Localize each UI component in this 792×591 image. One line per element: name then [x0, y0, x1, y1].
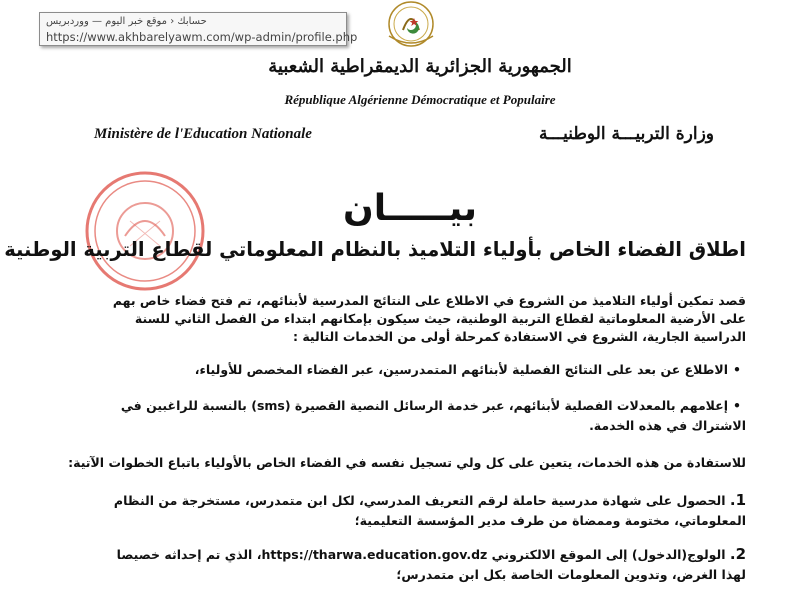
service-bullet-2	[40, 396, 746, 436]
step-1	[40, 490, 746, 531]
ministry-name-arabic: وزارة التربيـــة الوطنيـــة	[539, 124, 714, 144]
step-1-line-2: المعلوماتي، مختومة وممضاة من طرف مدير المؤسسة التعليمية؛	[354, 513, 746, 528]
ministry-stamp-icon	[80, 166, 210, 296]
step-2	[40, 544, 746, 585]
bullet-1-text: الاطلاع عن بعد على النتائج الفصلية لأبنائهم المتمدرسين، عبر الفضاء المخصص للأولياء،	[194, 362, 728, 377]
document-heading: بيـــــان	[343, 188, 477, 229]
step-2-number: 2.	[729, 545, 746, 563]
step-2-line-2: لهذا الغرض، وتدوين المعلومات الخاصة بكل ابن متمدرس؛	[396, 567, 746, 582]
link-tooltip	[39, 12, 358, 46]
republic-name-french: République Algérienne Démocratique et Populaire	[284, 92, 556, 107]
intro-line-2: على الأرضية المعلوماتية لقطاع التربية الوطنية، حيث سيكون بإمكانهم ابتداء من الفصل الثاني للسنة	[134, 311, 746, 326]
document-subheading: اطلاق الفضاء الخاص بأولياء التلاميذ بالنظام المعلوماتي لقطاع التربية الوطنية	[4, 238, 746, 261]
intro-paragraph	[40, 292, 746, 346]
tooltip-url: https://www.akhbarelyawm.com/wp-admin/profile.php	[46, 30, 358, 44]
service-bullet-1	[40, 360, 746, 380]
steps-intro-text: للاستفادة من هذه الخدمات، يتعين على كل ولي تسجيل نفسه في الفضاء الخاص بالأولياء باتباع الخطوات الآتية:	[68, 455, 746, 470]
tooltip-title: حسابك ‹ موقع خبر اليوم — ووردبريس	[46, 16, 207, 27]
steps-intro	[40, 454, 746, 472]
bullet-2-line-1: إعلامهم بالمعدلات الفصلية لأبنائهم، عبر خدمة الرسائل النصية القصيرة (sms) بالنسبة للراغبين في	[120, 398, 728, 413]
intro-line-3: الدراسية الجارية، الشروع في الاستفادة كمرحلة أولى من الخدمات التالية :	[292, 329, 746, 344]
bullet-2-line-2: الاشتراك في هذه الخدمة.	[589, 418, 746, 433]
step-2-line-1: الولوج(الدخول) إلى الموقع الالكتروني https://tharwa.education.gov.dz، الذي تم إحداثه خصيصا	[116, 547, 726, 562]
intro-line-1: قصد تمكين أولياء التلاميذ من الشروع في الاطلاع على النتائج المدرسية لأبنائهم، تم فتح فضاء خاص بهم	[112, 293, 746, 308]
step-1-line-1: الحصول على شهادة مدرسية حاملة لرقم التعريف المدرسي، لكل ابن متمدرس، مستخرجة من النظام	[113, 493, 726, 508]
bullet-dot: •	[733, 362, 741, 377]
bullet-dot: •	[733, 398, 741, 413]
republic-name-arabic: الجمهورية الجزائرية الديمقراطية الشعبية	[268, 56, 572, 77]
ministry-name-french: Ministère de l'Education Nationale	[94, 126, 312, 142]
algeria-emblem-icon	[373, 0, 449, 50]
step-1-number: 1.	[729, 491, 746, 509]
